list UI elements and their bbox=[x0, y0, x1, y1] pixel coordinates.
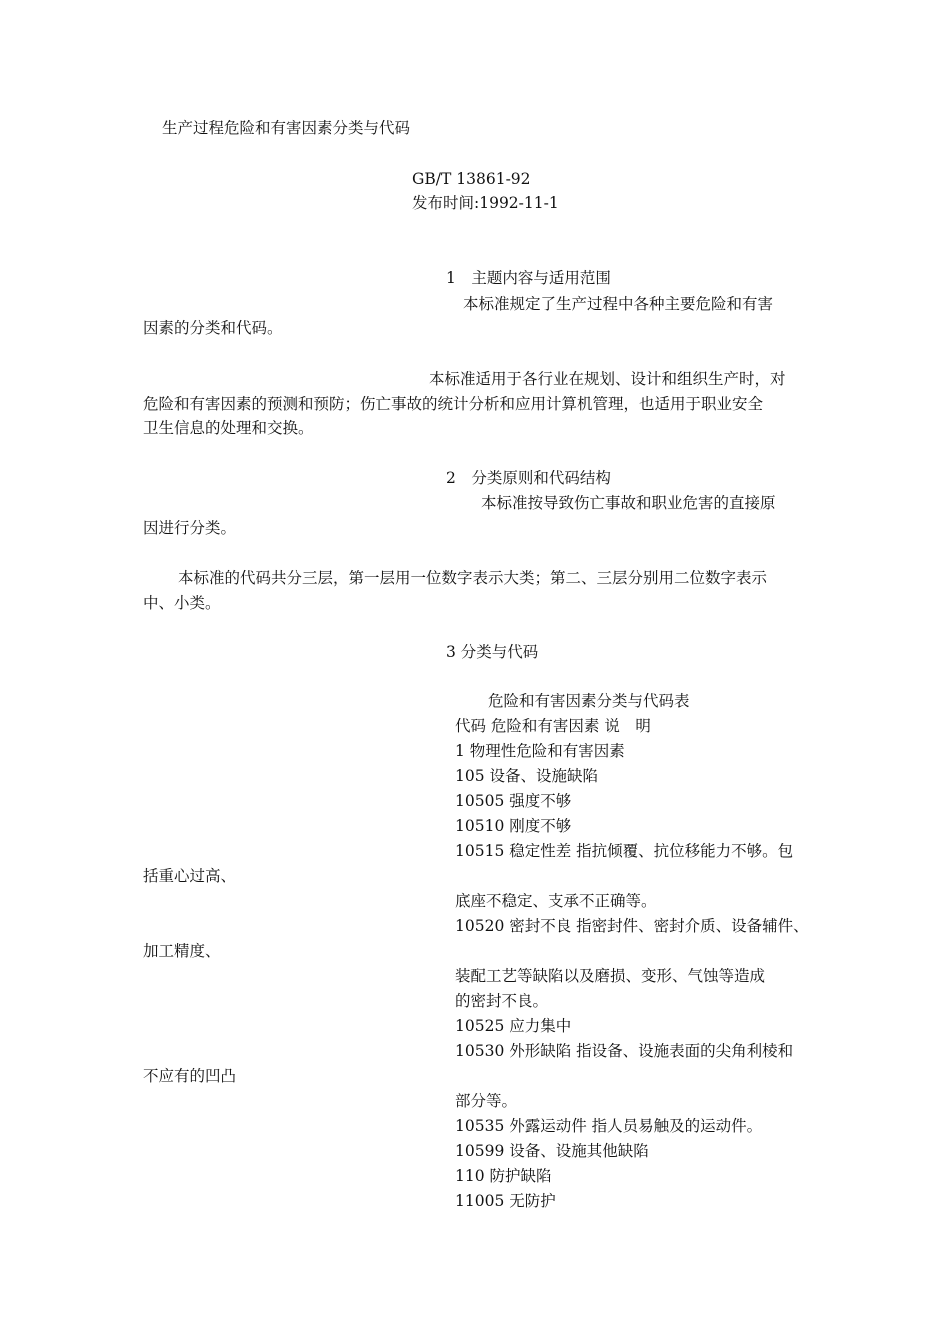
section-2-paragraph-1-line-2: 因进行分类。 bbox=[143, 519, 237, 537]
section-1-heading: 1 主题内容与适用范围 bbox=[446, 269, 611, 287]
table-row: 10520 密封不良 指密封件、密封介质、设备辅件、 bbox=[455, 917, 809, 935]
section-1-paragraph-1-line-2: 因素的分类和代码。 bbox=[143, 319, 283, 337]
table-row: 10515 稳定性差 指抗倾覆、抗位移能力不够。包 bbox=[455, 842, 794, 860]
section-2-paragraph-1-line-1: 本标准按导致伤亡事故和职业危害的直接原 bbox=[481, 494, 776, 512]
section-3-heading: 3 分类与代码 bbox=[446, 643, 539, 661]
table-row-wrap: 加工精度、 bbox=[143, 942, 221, 960]
table-row-continued: 装配工艺等缺陷以及磨损、变形、气蚀等造成 bbox=[455, 967, 766, 985]
table-row: 10510 刚度不够 bbox=[455, 817, 572, 835]
section-2-paragraph-2-line-1: 本标准的代码共分三层，第一层用一位数字表示大类；第二、三层分别用二位数字表示 bbox=[178, 569, 768, 587]
table-row: 105 设备、设施缺陷 bbox=[455, 767, 599, 785]
table-row: 10599 设备、设施其他缺陷 bbox=[455, 1142, 649, 1160]
section-1-paragraph-2-line-2: 危险和有害因素的预测和预防；伤亡事故的统计分析和应用计算机管理，也适用于职业安全 bbox=[143, 395, 764, 413]
table-title: 危险和有害因素分类与代码表 bbox=[488, 692, 690, 710]
table-header: 代码 危险和有害因素 说 明 bbox=[455, 717, 651, 735]
table-row: 10530 外形缺陷 指设备、设施表面的尖角利棱和 bbox=[455, 1042, 794, 1060]
section-1-paragraph-2-line-3: 卫生信息的处理和交换。 bbox=[143, 419, 314, 437]
section-1-paragraph-1-line-1: 本标准规定了生产过程中各种主要危险和有害 bbox=[463, 295, 774, 313]
table-row-wrap: 不应有的凹凸 bbox=[143, 1067, 237, 1085]
document-title: 生产过程危险和有害因素分类与代码 bbox=[162, 119, 411, 137]
standard-number: GB/T 13861-92 bbox=[412, 170, 531, 188]
table-row: 10525 应力集中 bbox=[455, 1017, 572, 1035]
table-row-continued: 部分等。 bbox=[455, 1092, 518, 1110]
table-row-continued: 底座不稳定、支承不正确等。 bbox=[455, 892, 657, 910]
table-row: 10535 外露运动件 指人员易触及的运动件。 bbox=[455, 1117, 763, 1135]
table-row: 11005 无防护 bbox=[455, 1192, 556, 1210]
section-1-paragraph-2-line-1: 本标准适用于各行业在规划、设计和组织生产时，对 bbox=[429, 370, 786, 388]
table-row: 10505 强度不够 bbox=[455, 792, 572, 810]
publish-date: 发布时间:1992-11-1 bbox=[412, 194, 559, 212]
table-row: 110 防护缺陷 bbox=[455, 1167, 552, 1185]
table-row: 1 物理性危险和有害因素 bbox=[455, 742, 625, 760]
table-row-wrap: 括重心过高、 bbox=[143, 867, 237, 885]
section-2-paragraph-2-line-2: 中、小类。 bbox=[143, 594, 221, 612]
section-2-heading: 2 分类原则和代码结构 bbox=[446, 469, 611, 487]
table-row-continued: 的密封不良。 bbox=[455, 992, 549, 1010]
